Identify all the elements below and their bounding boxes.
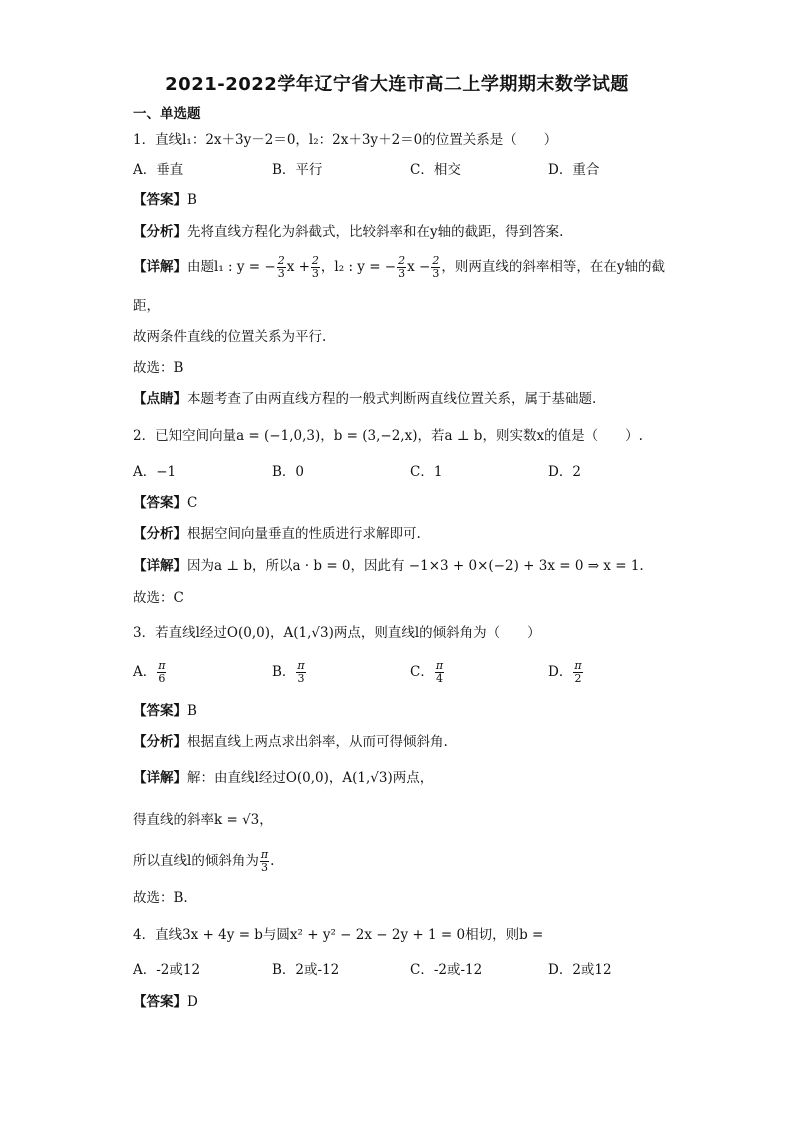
answer-tag: 【答案】 <box>133 192 187 208</box>
comment-text: 本题考查了由两直线方程的一般式判断两直线位置关系，属于基础题. <box>187 391 597 407</box>
answer-tag: 【答案】 <box>133 495 187 511</box>
q1-comment <box>133 389 596 409</box>
q1-choose: 故选：B <box>133 360 184 376</box>
q3-analysis <box>133 732 448 752</box>
detail-tag: 【详解】 <box>133 770 187 786</box>
detail-text-2: x + <box>286 259 310 275</box>
q3-detail-line2: 得直线的斜率k = √3， <box>133 812 273 828</box>
fraction: $\frac{2}{3}$ <box>311 254 319 280</box>
q3-option-a: A． $\frac{\pi}{6}$ <box>133 659 166 685</box>
question-2-stem: 2．已知空间向量a = (−1,0,3)，b = (3,−2,x)，若a ⊥ b，则实数x的值是（ ）. <box>133 428 643 444</box>
q3-option-b: B． $\frac{\pi}{3}$ <box>272 659 305 685</box>
answer-value: D <box>187 994 198 1010</box>
question-4-stem: 4．直线3x + 4y = b与圆x² + y² − 2x − 2y + 1 = 0相切，则b = <box>133 927 544 943</box>
q3-option-d: D． $\frac{\pi}{2}$ <box>548 659 582 685</box>
q2-detail <box>133 556 644 576</box>
page-title: 2021-2022学年辽宁省大连市高二上学期期末数学试题 <box>165 74 629 95</box>
q1-option-d: D．重合 <box>548 162 600 178</box>
detail-text-5: ，则两直线的斜率相等，在在y轴的截 <box>441 259 665 275</box>
analysis-text: 根据直线上两点求出斜率，从而可得倾斜角. <box>187 734 448 750</box>
question-3-stem: 3．若直线l经过O(0,0)，A(1,√3)两点，则直线l的倾斜角为（ ） <box>133 625 541 641</box>
detail-text-1: 由题l₁ : y = − <box>187 259 276 275</box>
detail-text-3: ，l₂ : y = − <box>320 259 397 275</box>
q1-detail-line2: 距， <box>133 298 160 314</box>
answer-value: C <box>187 495 198 511</box>
q1-option-b: B．平行 <box>272 162 323 178</box>
q1-answer <box>133 190 197 210</box>
detail-text-4: x − <box>407 259 431 275</box>
question-1-stem: 1．直线l₁：2x＋3y－2＝0，l₂：2x＋3y＋2＝0的位置关系是（ ） <box>133 132 558 148</box>
fraction: $\frac{2}{3}$ <box>398 254 406 280</box>
detail-text: 因为a ⊥ b，所以a · b = 0，因此有 −1×3 + 0×(−2) + 3x = 0 ⇒ x = 1. <box>187 558 644 574</box>
comment-tag: 【点睛】 <box>133 391 187 407</box>
analysis-text: 根据空间向量垂直的性质进行求解即可. <box>187 526 421 542</box>
q4-option-b: B．2或-12 <box>272 962 340 978</box>
q2-option-c: C．1 <box>410 464 443 480</box>
analysis-tag: 【分析】 <box>133 526 187 542</box>
answer-tag: 【答案】 <box>133 703 187 719</box>
fraction: $\frac{2}{3}$ <box>432 254 440 280</box>
q3-choose: 故选：B. <box>133 890 188 906</box>
q4-option-d: D．2或12 <box>548 962 612 978</box>
q2-choose: 故选：C <box>133 590 184 606</box>
answer-value: B <box>187 192 197 208</box>
q2-option-b: B．0 <box>272 464 305 480</box>
fraction: $\frac{2}{3}$ <box>277 254 285 280</box>
q2-option-a: A．−1 <box>133 464 177 480</box>
detail-tag: 【详解】 <box>133 259 187 275</box>
q1-detail <box>133 252 665 282</box>
q1-detail-line3: 故两条件直线的位置关系为平行. <box>133 329 327 345</box>
analysis-tag: 【分析】 <box>133 224 187 240</box>
analysis-tag: 【分析】 <box>133 734 187 750</box>
answer-tag: 【答案】 <box>133 994 187 1010</box>
detail-tag: 【详解】 <box>133 558 187 574</box>
q2-answer <box>133 493 197 513</box>
q1-option-a: A．垂直 <box>133 162 184 178</box>
q3-detail <box>133 768 433 788</box>
q2-analysis <box>133 524 421 544</box>
q3-detail-line3: 所以直线l的倾斜角为 $\frac{\pi}{3}$ . <box>133 848 275 874</box>
q4-option-a: A．-2或12 <box>133 962 201 978</box>
answer-value: B <box>187 703 197 719</box>
q1-option-c: C．相交 <box>410 162 461 178</box>
detail-text: 解：由直线l经过O(0,0)，A(1,√3)两点， <box>187 770 434 786</box>
q1-analysis <box>133 222 563 242</box>
q3-option-c: C． $\frac{\pi}{4}$ <box>410 659 444 685</box>
q2-option-d: D．2 <box>548 464 581 480</box>
q4-option-c: C．-2或-12 <box>410 962 483 978</box>
q3-answer <box>133 701 197 721</box>
q4-answer <box>133 992 198 1012</box>
analysis-text: 先将直线方程化为斜截式，比较斜率和在y轴的截距，得到答案. <box>187 224 564 240</box>
section-heading: 一、单选题 <box>133 106 201 122</box>
